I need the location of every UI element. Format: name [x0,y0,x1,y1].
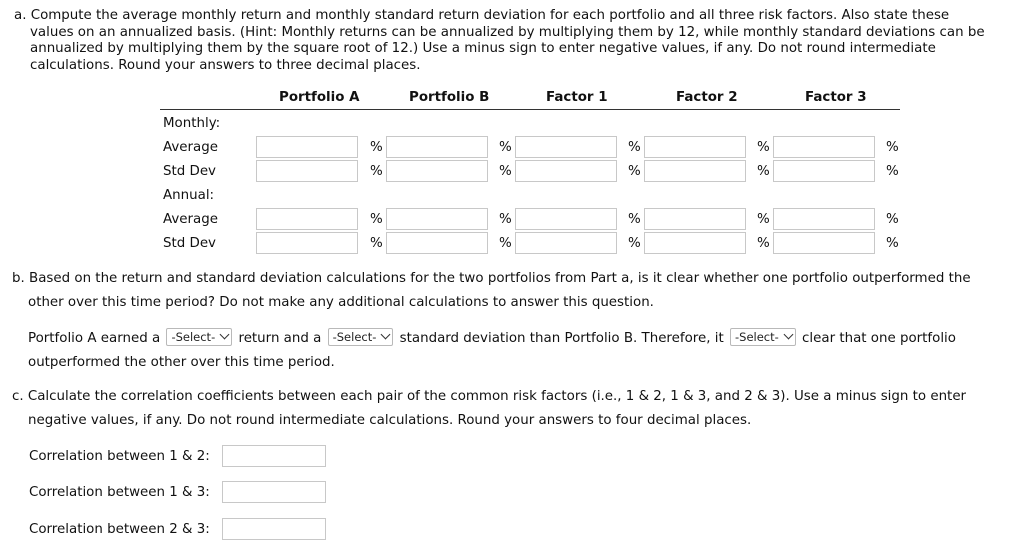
col-header-factor-3: Factor 3 [805,90,867,105]
annual-std-factor-2-input[interactable] [644,232,746,254]
percent-unit: % [499,212,512,227]
percent-unit: % [886,140,899,155]
monthly-average-factor-1-input[interactable] [515,136,617,158]
monthly-std-factor-2-input[interactable] [644,160,746,182]
chevron-down-icon [381,330,391,340]
percent-unit: % [370,236,383,251]
annual-average-portfolio-b-input[interactable] [386,208,488,230]
monthly-std-factor-3-input[interactable] [773,160,875,182]
part-a-line-2: values on an annualized basis. (Hint: Monthly returns can be annualized by multiplying them by 12, while monthly standard deviations can be [30,24,985,40]
annual-average-portfolio-a-input[interactable] [256,208,358,230]
col-header-portfolio-b: Portfolio B [409,90,490,105]
percent-unit: % [886,212,899,227]
percent-unit: % [370,164,383,179]
part-b-line-1: b. Based on the return and standard deviation calculations for the two portfolios from Part a, is it clear whether one portfolio outperformed the [12,271,971,286]
monthly-average-factor-2-input[interactable] [644,136,746,158]
part-c-line-2: negative values, if any. Do not round intermediate calculations. Round your answers to four decimal places. [28,413,752,428]
percent-unit: % [757,164,770,179]
percent-unit: % [370,140,383,155]
sentence-part-1: Portfolio A earned a [28,331,161,346]
clarity-select[interactable] [730,328,796,346]
sentence-part-3: standard deviation than Portfolio B. Therefore, it [399,331,724,346]
corr-23-label: Correlation between 2 & 3: [29,522,210,537]
part-c-line-1: c. Calculate the correlation coefficients between each pair of the common risk factors (i.e., 1 & 2, 1 & 3, and 2 & 3). Use a minus sign to enter [12,389,967,404]
std-level-select[interactable] [328,328,394,346]
part-b-line-2: other over this time period? Do not make any additional calculations to answer this question. [28,295,654,310]
annual-std-portfolio-a-input[interactable] [256,232,358,254]
corr-13-input[interactable] [222,481,326,503]
annual-average-factor-2-input[interactable] [644,208,746,230]
part-a-line-3: annualized by multiplying them by the square root of 12.) Use a minus sign to enter negative values, if any. Do not round intermediate [30,41,936,56]
annual-average-label: Average [163,212,218,227]
annual-label: Annual: [163,188,215,203]
corr-12-input[interactable] [222,445,326,467]
col-header-portfolio-a: Portfolio A [279,90,360,105]
part-a-line-1: a. Compute the average monthly return and monthly standard return deviation for each portfolio and all three risk factors. Also state these [14,8,950,23]
percent-unit: % [499,140,512,155]
monthly-average-portfolio-a-input[interactable] [256,136,358,158]
monthly-std-portfolio-a-input[interactable] [256,160,358,182]
part-b-question [12,267,1018,315]
select-placeholder: -Select- [171,330,216,344]
percent-unit: % [370,212,383,227]
percent-unit: % [757,140,770,155]
percent-unit: % [628,164,641,179]
chevron-down-icon [783,330,793,340]
part-b-answer-sentence [28,327,1018,375]
annual-std-label: Std Dev [163,236,216,251]
col-header-factor-1: Factor 1 [546,90,608,105]
monthly-label: Monthly: [163,116,221,131]
percent-unit: % [628,212,641,227]
annual-std-factor-1-input[interactable] [515,232,617,254]
percent-unit: % [886,164,899,179]
percent-unit: % [628,236,641,251]
corr-23-input[interactable] [222,518,326,540]
monthly-average-label: Average [163,140,218,155]
corr-13-label: Correlation between 1 & 3: [29,485,210,500]
sentence-part-4: clear that one portfolio [802,331,956,346]
annual-average-factor-3-input[interactable] [773,208,875,230]
select-placeholder: -Select- [332,330,377,344]
percent-unit: % [757,212,770,227]
percent-unit: % [886,236,899,251]
percent-unit: % [499,164,512,179]
percent-unit: % [499,236,512,251]
header-rule [160,109,900,110]
monthly-average-factor-3-input[interactable] [773,136,875,158]
corr-12-label: Correlation between 1 & 2: [29,449,210,464]
monthly-std-factor-1-input[interactable] [515,160,617,182]
return-level-select[interactable] [166,328,232,346]
part-a-instructions [14,8,1018,74]
chevron-down-icon [220,330,230,340]
monthly-average-portfolio-b-input[interactable] [386,136,488,158]
percent-unit: % [628,140,641,155]
percent-unit: % [757,236,770,251]
annual-std-factor-3-input[interactable] [773,232,875,254]
annual-average-factor-1-input[interactable] [515,208,617,230]
sentence-part-2: return and a [238,331,322,346]
part-c-question [12,385,1018,433]
annual-std-portfolio-b-input[interactable] [386,232,488,254]
sentence-part-5: outperformed the other over this time period. [28,355,335,370]
select-placeholder: -Select- [735,330,779,344]
part-a-line-4: calculations. Round your answers to three decimal places. [30,57,421,73]
col-header-factor-2: Factor 2 [676,90,738,105]
monthly-std-label: Std Dev [163,164,216,179]
monthly-std-portfolio-b-input[interactable] [386,160,488,182]
